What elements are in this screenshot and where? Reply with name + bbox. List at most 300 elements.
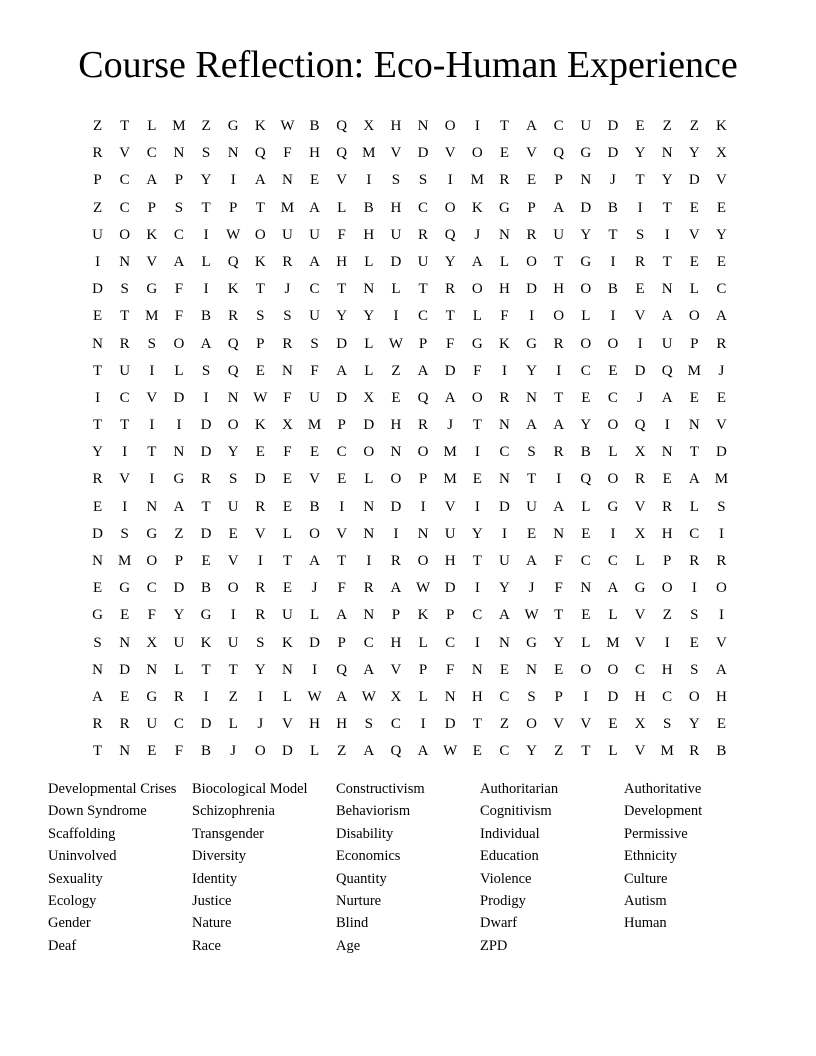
- grid-letter[interactable]: F: [446, 335, 455, 352]
- grid-letter[interactable]: S: [256, 308, 265, 325]
- grid-letter[interactable]: A: [553, 199, 565, 216]
- grid-letter[interactable]: X: [363, 389, 375, 406]
- grid-letter[interactable]: C: [418, 199, 429, 216]
- grid-letter[interactable]: E: [689, 253, 699, 270]
- grid-letter[interactable]: I: [556, 362, 562, 379]
- grid-letter[interactable]: C: [580, 553, 591, 569]
- grid-letter[interactable]: D: [200, 417, 212, 434]
- grid-letter[interactable]: C: [173, 716, 184, 733]
- grid-letter[interactable]: W: [253, 389, 268, 406]
- grid-letter[interactable]: M: [714, 471, 729, 488]
- grid-letter[interactable]: D: [607, 145, 619, 162]
- grid-letter[interactable]: I: [637, 335, 643, 352]
- grid-letter[interactable]: Y: [688, 716, 700, 733]
- grid-letter[interactable]: H: [390, 634, 402, 651]
- grid-letter[interactable]: I: [718, 607, 724, 624]
- grid-letter[interactable]: T: [201, 498, 211, 515]
- grid-letter[interactable]: L: [608, 743, 618, 760]
- grid-letter[interactable]: C: [173, 226, 184, 243]
- grid-letter[interactable]: I: [149, 362, 155, 379]
- grid-letter[interactable]: U: [553, 226, 565, 243]
- grid-letter[interactable]: C: [418, 308, 429, 325]
- grid-letter[interactable]: T: [608, 226, 618, 243]
- grid-letter[interactable]: T: [554, 607, 564, 624]
- grid-letter[interactable]: Q: [336, 661, 348, 678]
- grid-letter[interactable]: P: [391, 607, 401, 624]
- grid-letter[interactable]: Z: [662, 607, 672, 624]
- grid-letter[interactable]: O: [716, 580, 727, 597]
- grid-letter[interactable]: D: [119, 661, 131, 678]
- grid-letter[interactable]: M: [470, 172, 484, 189]
- grid-letter[interactable]: O: [119, 226, 131, 243]
- grid-letter[interactable]: G: [580, 253, 592, 270]
- grid-letter[interactable]: H: [661, 525, 673, 542]
- grid-letter[interactable]: H: [553, 281, 565, 298]
- grid-letter[interactable]: S: [663, 716, 672, 733]
- grid-letter[interactable]: S: [527, 688, 536, 705]
- grid-letter[interactable]: V: [390, 661, 402, 678]
- grid-letter[interactable]: L: [174, 661, 184, 678]
- grid-letter[interactable]: Q: [227, 335, 239, 352]
- grid-letter[interactable]: I: [366, 172, 372, 189]
- grid-letter[interactable]: V: [634, 498, 646, 515]
- grid-letter[interactable]: X: [363, 118, 375, 134]
- grid-letter[interactable]: U: [146, 716, 158, 733]
- grid-letter[interactable]: T: [92, 743, 103, 760]
- grid-letter[interactable]: M: [443, 471, 457, 488]
- grid-letter[interactable]: O: [390, 471, 402, 488]
- grid-letter[interactable]: G: [580, 145, 592, 162]
- grid-letter[interactable]: I: [474, 580, 480, 597]
- grid-letter[interactable]: V: [146, 389, 158, 406]
- grid-letter[interactable]: Q: [661, 362, 673, 379]
- grid-letter[interactable]: J: [311, 580, 318, 597]
- grid-letter[interactable]: I: [122, 444, 128, 461]
- grid-letter[interactable]: H: [661, 661, 673, 678]
- grid-letter[interactable]: I: [122, 498, 128, 515]
- grid-letter[interactable]: O: [444, 118, 456, 134]
- grid-letter[interactable]: Y: [526, 743, 537, 760]
- grid-letter[interactable]: N: [119, 743, 131, 760]
- grid-letter[interactable]: F: [174, 281, 184, 298]
- grid-letter[interactable]: L: [418, 634, 428, 651]
- grid-letter[interactable]: K: [254, 253, 266, 270]
- grid-letter[interactable]: E: [391, 389, 401, 406]
- grid-letter[interactable]: Z: [337, 743, 347, 760]
- grid-letter[interactable]: E: [282, 580, 293, 597]
- grid-letter[interactable]: N: [227, 145, 239, 162]
- grid-letter[interactable]: B: [716, 743, 727, 760]
- grid-letter[interactable]: M: [172, 118, 186, 134]
- grid-letter[interactable]: X: [282, 417, 293, 434]
- grid-letter[interactable]: N: [661, 281, 673, 298]
- grid-letter[interactable]: I: [339, 498, 345, 515]
- grid-letter[interactable]: T: [92, 362, 103, 379]
- grid-letter[interactable]: Y: [173, 607, 185, 624]
- grid-letter[interactable]: X: [634, 716, 646, 733]
- grid-letter[interactable]: L: [608, 607, 618, 624]
- grid-letter[interactable]: N: [282, 362, 293, 379]
- grid-letter[interactable]: T: [255, 199, 265, 216]
- grid-letter[interactable]: U: [309, 308, 320, 325]
- grid-letter[interactable]: K: [282, 634, 293, 651]
- grid-letter[interactable]: T: [445, 308, 455, 325]
- grid-letter[interactable]: A: [417, 362, 429, 379]
- grid-letter[interactable]: Q: [227, 253, 239, 270]
- grid-letter[interactable]: N: [499, 634, 510, 651]
- grid-letter[interactable]: O: [227, 417, 239, 434]
- grid-letter[interactable]: I: [149, 471, 155, 488]
- grid-letter[interactable]: X: [390, 688, 402, 705]
- grid-letter[interactable]: I: [393, 308, 399, 325]
- grid-letter[interactable]: O: [417, 444, 429, 461]
- grid-letter[interactable]: O: [580, 661, 592, 678]
- grid-letter[interactable]: G: [526, 335, 537, 352]
- grid-letter[interactable]: I: [664, 226, 670, 243]
- grid-letter[interactable]: F: [337, 580, 346, 597]
- grid-letter[interactable]: K: [146, 226, 158, 243]
- grid-letter[interactable]: S: [418, 172, 428, 189]
- grid-letter[interactable]: F: [473, 362, 482, 379]
- grid-letter[interactable]: A: [146, 172, 158, 189]
- grid-letter[interactable]: I: [556, 471, 562, 488]
- grid-letter[interactable]: N: [146, 661, 158, 678]
- grid-letter[interactable]: E: [499, 145, 510, 162]
- grid-letter[interactable]: L: [581, 634, 591, 651]
- grid-letter[interactable]: W: [388, 335, 404, 352]
- grid-letter[interactable]: T: [526, 471, 537, 488]
- grid-letter[interactable]: T: [337, 281, 347, 298]
- grid-letter[interactable]: O: [254, 743, 266, 760]
- grid-letter[interactable]: Q: [444, 226, 456, 243]
- grid-letter[interactable]: E: [608, 716, 618, 733]
- grid-letter[interactable]: N: [499, 417, 510, 434]
- grid-letter[interactable]: I: [312, 661, 318, 678]
- grid-letter[interactable]: C: [119, 172, 130, 189]
- grid-letter[interactable]: B: [363, 199, 374, 216]
- grid-letter[interactable]: L: [689, 281, 699, 298]
- grid-letter[interactable]: P: [690, 335, 699, 352]
- grid-letter[interactable]: N: [417, 118, 429, 134]
- grid-letter[interactable]: Y: [363, 308, 375, 325]
- grid-letter[interactable]: K: [200, 634, 212, 651]
- grid-letter[interactable]: H: [390, 199, 402, 216]
- grid-letter[interactable]: R: [553, 335, 564, 352]
- grid-letter[interactable]: I: [230, 607, 236, 624]
- grid-letter[interactable]: O: [661, 580, 673, 597]
- grid-letter[interactable]: P: [418, 335, 428, 352]
- grid-letter[interactable]: W: [524, 607, 539, 624]
- grid-letter[interactable]: H: [444, 553, 456, 569]
- grid-letter[interactable]: E: [92, 308, 103, 325]
- grid-letter[interactable]: P: [93, 172, 102, 189]
- grid-letter[interactable]: J: [257, 716, 264, 733]
- grid-letter[interactable]: T: [472, 553, 482, 569]
- grid-letter[interactable]: O: [417, 553, 429, 569]
- grid-letter[interactable]: K: [499, 335, 510, 352]
- grid-letter[interactable]: I: [583, 688, 589, 705]
- grid-letter[interactable]: A: [444, 389, 456, 406]
- grid-letter[interactable]: Y: [716, 226, 727, 243]
- grid-letter[interactable]: R: [92, 145, 103, 162]
- grid-letter[interactable]: E: [608, 362, 618, 379]
- grid-letter[interactable]: H: [716, 688, 727, 705]
- grid-letter[interactable]: G: [173, 471, 185, 488]
- grid-letter[interactable]: D: [580, 199, 592, 216]
- grid-letter[interactable]: M: [687, 362, 701, 379]
- grid-letter[interactable]: H: [499, 281, 510, 298]
- grid-letter[interactable]: A: [526, 417, 537, 434]
- grid-letter[interactable]: I: [149, 417, 155, 434]
- grid-letter[interactable]: R: [119, 716, 130, 733]
- grid-letter[interactable]: E: [716, 253, 727, 270]
- grid-letter[interactable]: A: [716, 308, 727, 325]
- grid-letter[interactable]: J: [284, 281, 291, 298]
- grid-letter[interactable]: F: [174, 308, 184, 325]
- grid-letter[interactable]: A: [661, 389, 673, 406]
- grid-letter[interactable]: E: [472, 743, 482, 760]
- grid-letter[interactable]: C: [119, 389, 130, 406]
- grid-letter[interactable]: W: [280, 118, 295, 134]
- grid-letter[interactable]: P: [527, 199, 536, 216]
- grid-letter[interactable]: T: [472, 716, 482, 733]
- grid-letter[interactable]: P: [418, 661, 428, 678]
- grid-letter[interactable]: C: [635, 661, 646, 678]
- grid-letter[interactable]: V: [309, 471, 320, 488]
- grid-letter[interactable]: G: [471, 335, 483, 352]
- grid-letter[interactable]: V: [580, 716, 592, 733]
- grid-letter[interactable]: D: [526, 281, 537, 298]
- grid-letter[interactable]: V: [716, 634, 727, 651]
- grid-letter[interactable]: F: [283, 444, 292, 461]
- grid-letter[interactable]: T: [147, 444, 157, 461]
- grid-letter[interactable]: J: [718, 362, 725, 379]
- grid-letter[interactable]: S: [174, 199, 184, 216]
- grid-letter[interactable]: L: [201, 253, 211, 270]
- grid-letter[interactable]: C: [336, 444, 347, 461]
- grid-letter[interactable]: A: [336, 688, 348, 705]
- grid-letter[interactable]: A: [526, 118, 537, 134]
- grid-letter[interactable]: C: [146, 580, 157, 597]
- grid-letter[interactable]: I: [230, 172, 236, 189]
- grid-letter[interactable]: D: [200, 525, 212, 542]
- grid-letter[interactable]: C: [445, 634, 456, 651]
- grid-letter[interactable]: N: [146, 498, 158, 515]
- grid-letter[interactable]: X: [716, 145, 727, 162]
- grid-letter[interactable]: B: [607, 281, 618, 298]
- grid-letter[interactable]: V: [634, 308, 646, 325]
- grid-letter[interactable]: V: [336, 172, 348, 189]
- grid-letter[interactable]: Z: [92, 199, 103, 216]
- grid-letter[interactable]: W: [361, 688, 376, 705]
- grid-letter[interactable]: C: [716, 281, 727, 298]
- grid-letter[interactable]: A: [553, 498, 565, 515]
- grid-letter[interactable]: J: [610, 172, 616, 189]
- grid-letter[interactable]: E: [716, 389, 727, 406]
- grid-letter[interactable]: A: [309, 553, 320, 569]
- grid-letter[interactable]: X: [634, 444, 646, 461]
- grid-letter[interactable]: O: [688, 308, 700, 325]
- grid-letter[interactable]: N: [553, 525, 565, 542]
- grid-letter[interactable]: L: [364, 362, 374, 379]
- grid-letter[interactable]: E: [309, 444, 320, 461]
- grid-letter[interactable]: N: [119, 634, 131, 651]
- grid-letter[interactable]: G: [634, 580, 646, 597]
- grid-letter[interactable]: U: [119, 362, 131, 379]
- grid-letter[interactable]: E: [92, 580, 103, 597]
- grid-letter[interactable]: Z: [554, 743, 564, 760]
- grid-letter[interactable]: R: [201, 471, 212, 488]
- grid-letter[interactable]: L: [337, 199, 347, 216]
- grid-letter[interactable]: I: [637, 199, 643, 216]
- grid-letter[interactable]: L: [228, 716, 238, 733]
- grid-letter[interactable]: O: [580, 281, 592, 298]
- grid-letter[interactable]: P: [174, 172, 184, 189]
- grid-letter[interactable]: N: [580, 580, 592, 597]
- grid-letter[interactable]: L: [418, 688, 428, 705]
- grid-letter[interactable]: S: [310, 335, 319, 352]
- grid-letter[interactable]: E: [255, 362, 265, 379]
- grid-letter[interactable]: N: [363, 281, 375, 298]
- grid-letter[interactable]: S: [93, 634, 102, 651]
- grid-letter[interactable]: K: [417, 607, 429, 624]
- grid-letter[interactable]: Y: [200, 172, 212, 189]
- grid-letter[interactable]: V: [119, 145, 131, 162]
- grid-letter[interactable]: A: [471, 253, 483, 270]
- grid-letter[interactable]: G: [92, 607, 103, 624]
- grid-letter[interactable]: R: [716, 335, 727, 352]
- grid-letter[interactable]: I: [420, 716, 426, 733]
- grid-letter[interactable]: A: [173, 253, 185, 270]
- grid-letter[interactable]: S: [201, 145, 211, 162]
- grid-letter[interactable]: V: [634, 607, 646, 624]
- grid-letter[interactable]: E: [120, 607, 130, 624]
- grid-letter[interactable]: T: [581, 743, 591, 760]
- grid-letter[interactable]: N: [499, 471, 510, 488]
- grid-letter[interactable]: N: [92, 661, 103, 678]
- grid-letter[interactable]: T: [120, 417, 130, 434]
- grid-letter[interactable]: S: [527, 444, 536, 461]
- grid-letter[interactable]: I: [610, 308, 616, 325]
- grid-letter[interactable]: O: [146, 553, 158, 569]
- grid-letter[interactable]: R: [716, 553, 727, 569]
- grid-letter[interactable]: O: [471, 389, 483, 406]
- grid-letter[interactable]: K: [471, 199, 483, 216]
- grid-letter[interactable]: N: [363, 607, 375, 624]
- grid-letter[interactable]: I: [203, 389, 209, 406]
- grid-letter[interactable]: P: [337, 634, 346, 651]
- grid-letter[interactable]: Y: [471, 525, 483, 542]
- grid-letter[interactable]: R: [282, 253, 293, 270]
- grid-letter[interactable]: N: [417, 525, 429, 542]
- grid-letter[interactable]: A: [390, 580, 402, 597]
- grid-letter[interactable]: O: [526, 253, 537, 270]
- grid-letter[interactable]: Q: [553, 145, 565, 162]
- grid-letter[interactable]: U: [499, 553, 510, 569]
- grid-letter[interactable]: P: [554, 172, 563, 189]
- grid-letter[interactable]: N: [390, 444, 402, 461]
- grid-letter[interactable]: V: [716, 417, 727, 434]
- grid-letter[interactable]: S: [201, 362, 211, 379]
- grid-letter[interactable]: L: [391, 281, 401, 298]
- grid-letter[interactable]: O: [526, 716, 537, 733]
- grid-letter[interactable]: L: [635, 553, 645, 569]
- grid-letter[interactable]: A: [607, 580, 619, 597]
- grid-letter[interactable]: V: [634, 743, 646, 760]
- grid-letter[interactable]: P: [554, 688, 563, 705]
- grid-letter[interactable]: I: [501, 525, 507, 542]
- grid-letter[interactable]: Y: [254, 661, 266, 678]
- grid-letter[interactable]: E: [337, 471, 347, 488]
- grid-letter[interactable]: P: [147, 199, 156, 216]
- grid-letter[interactable]: Q: [580, 471, 592, 488]
- grid-letter[interactable]: F: [554, 553, 563, 569]
- grid-letter[interactable]: Y: [634, 145, 646, 162]
- grid-letter[interactable]: C: [499, 743, 510, 760]
- grid-letter[interactable]: L: [282, 525, 293, 542]
- grid-letter[interactable]: Q: [390, 743, 402, 760]
- grid-letter[interactable]: T: [499, 118, 510, 134]
- grid-letter[interactable]: B: [580, 444, 591, 461]
- grid-letter[interactable]: J: [637, 389, 643, 406]
- grid-letter[interactable]: H: [336, 716, 348, 733]
- grid-letter[interactable]: O: [309, 525, 320, 542]
- grid-letter[interactable]: U: [309, 389, 320, 406]
- grid-letter[interactable]: O: [227, 580, 239, 597]
- grid-letter[interactable]: S: [120, 281, 129, 298]
- grid-letter[interactable]: T: [337, 553, 347, 569]
- grid-letter[interactable]: O: [607, 335, 619, 352]
- grid-letter[interactable]: U: [526, 498, 537, 515]
- grid-letter[interactable]: N: [92, 335, 103, 352]
- grid-letter[interactable]: Y: [92, 444, 103, 461]
- grid-letter[interactable]: V: [634, 634, 646, 651]
- grid-letter[interactable]: S: [229, 471, 238, 488]
- grid-letter[interactable]: L: [608, 444, 618, 461]
- grid-letter[interactable]: E: [92, 498, 103, 515]
- grid-letter[interactable]: E: [689, 389, 699, 406]
- grid-letter[interactable]: R: [526, 226, 537, 243]
- grid-letter[interactable]: I: [447, 172, 453, 189]
- grid-letter[interactable]: G: [146, 281, 158, 298]
- grid-letter[interactable]: J: [474, 226, 481, 243]
- grid-letter[interactable]: N: [92, 553, 103, 569]
- grid-letter[interactable]: A: [363, 743, 375, 760]
- grid-letter[interactable]: L: [499, 253, 510, 270]
- grid-letter[interactable]: H: [336, 253, 348, 270]
- grid-letter[interactable]: H: [309, 145, 320, 162]
- grid-letter[interactable]: V: [688, 226, 700, 243]
- grid-letter[interactable]: S: [391, 172, 401, 189]
- grid-letter[interactable]: A: [200, 335, 212, 352]
- grid-letter[interactable]: I: [474, 118, 480, 134]
- grid-letter[interactable]: I: [664, 634, 670, 651]
- grid-letter[interactable]: T: [255, 281, 265, 298]
- grid-letter[interactable]: F: [283, 389, 292, 406]
- grid-letter[interactable]: L: [147, 118, 157, 134]
- grid-letter[interactable]: H: [390, 118, 402, 134]
- grid-letter[interactable]: R: [418, 417, 429, 434]
- grid-letter[interactable]: T: [120, 308, 130, 325]
- grid-letter[interactable]: L: [282, 688, 293, 705]
- grid-letter[interactable]: D: [444, 362, 456, 379]
- grid-letter[interactable]: O: [471, 281, 483, 298]
- grid-letter[interactable]: I: [95, 389, 101, 406]
- grid-letter[interactable]: C: [499, 688, 510, 705]
- grid-letter[interactable]: J: [230, 743, 237, 760]
- grid-letter[interactable]: A: [309, 199, 320, 216]
- grid-letter[interactable]: D: [688, 172, 700, 189]
